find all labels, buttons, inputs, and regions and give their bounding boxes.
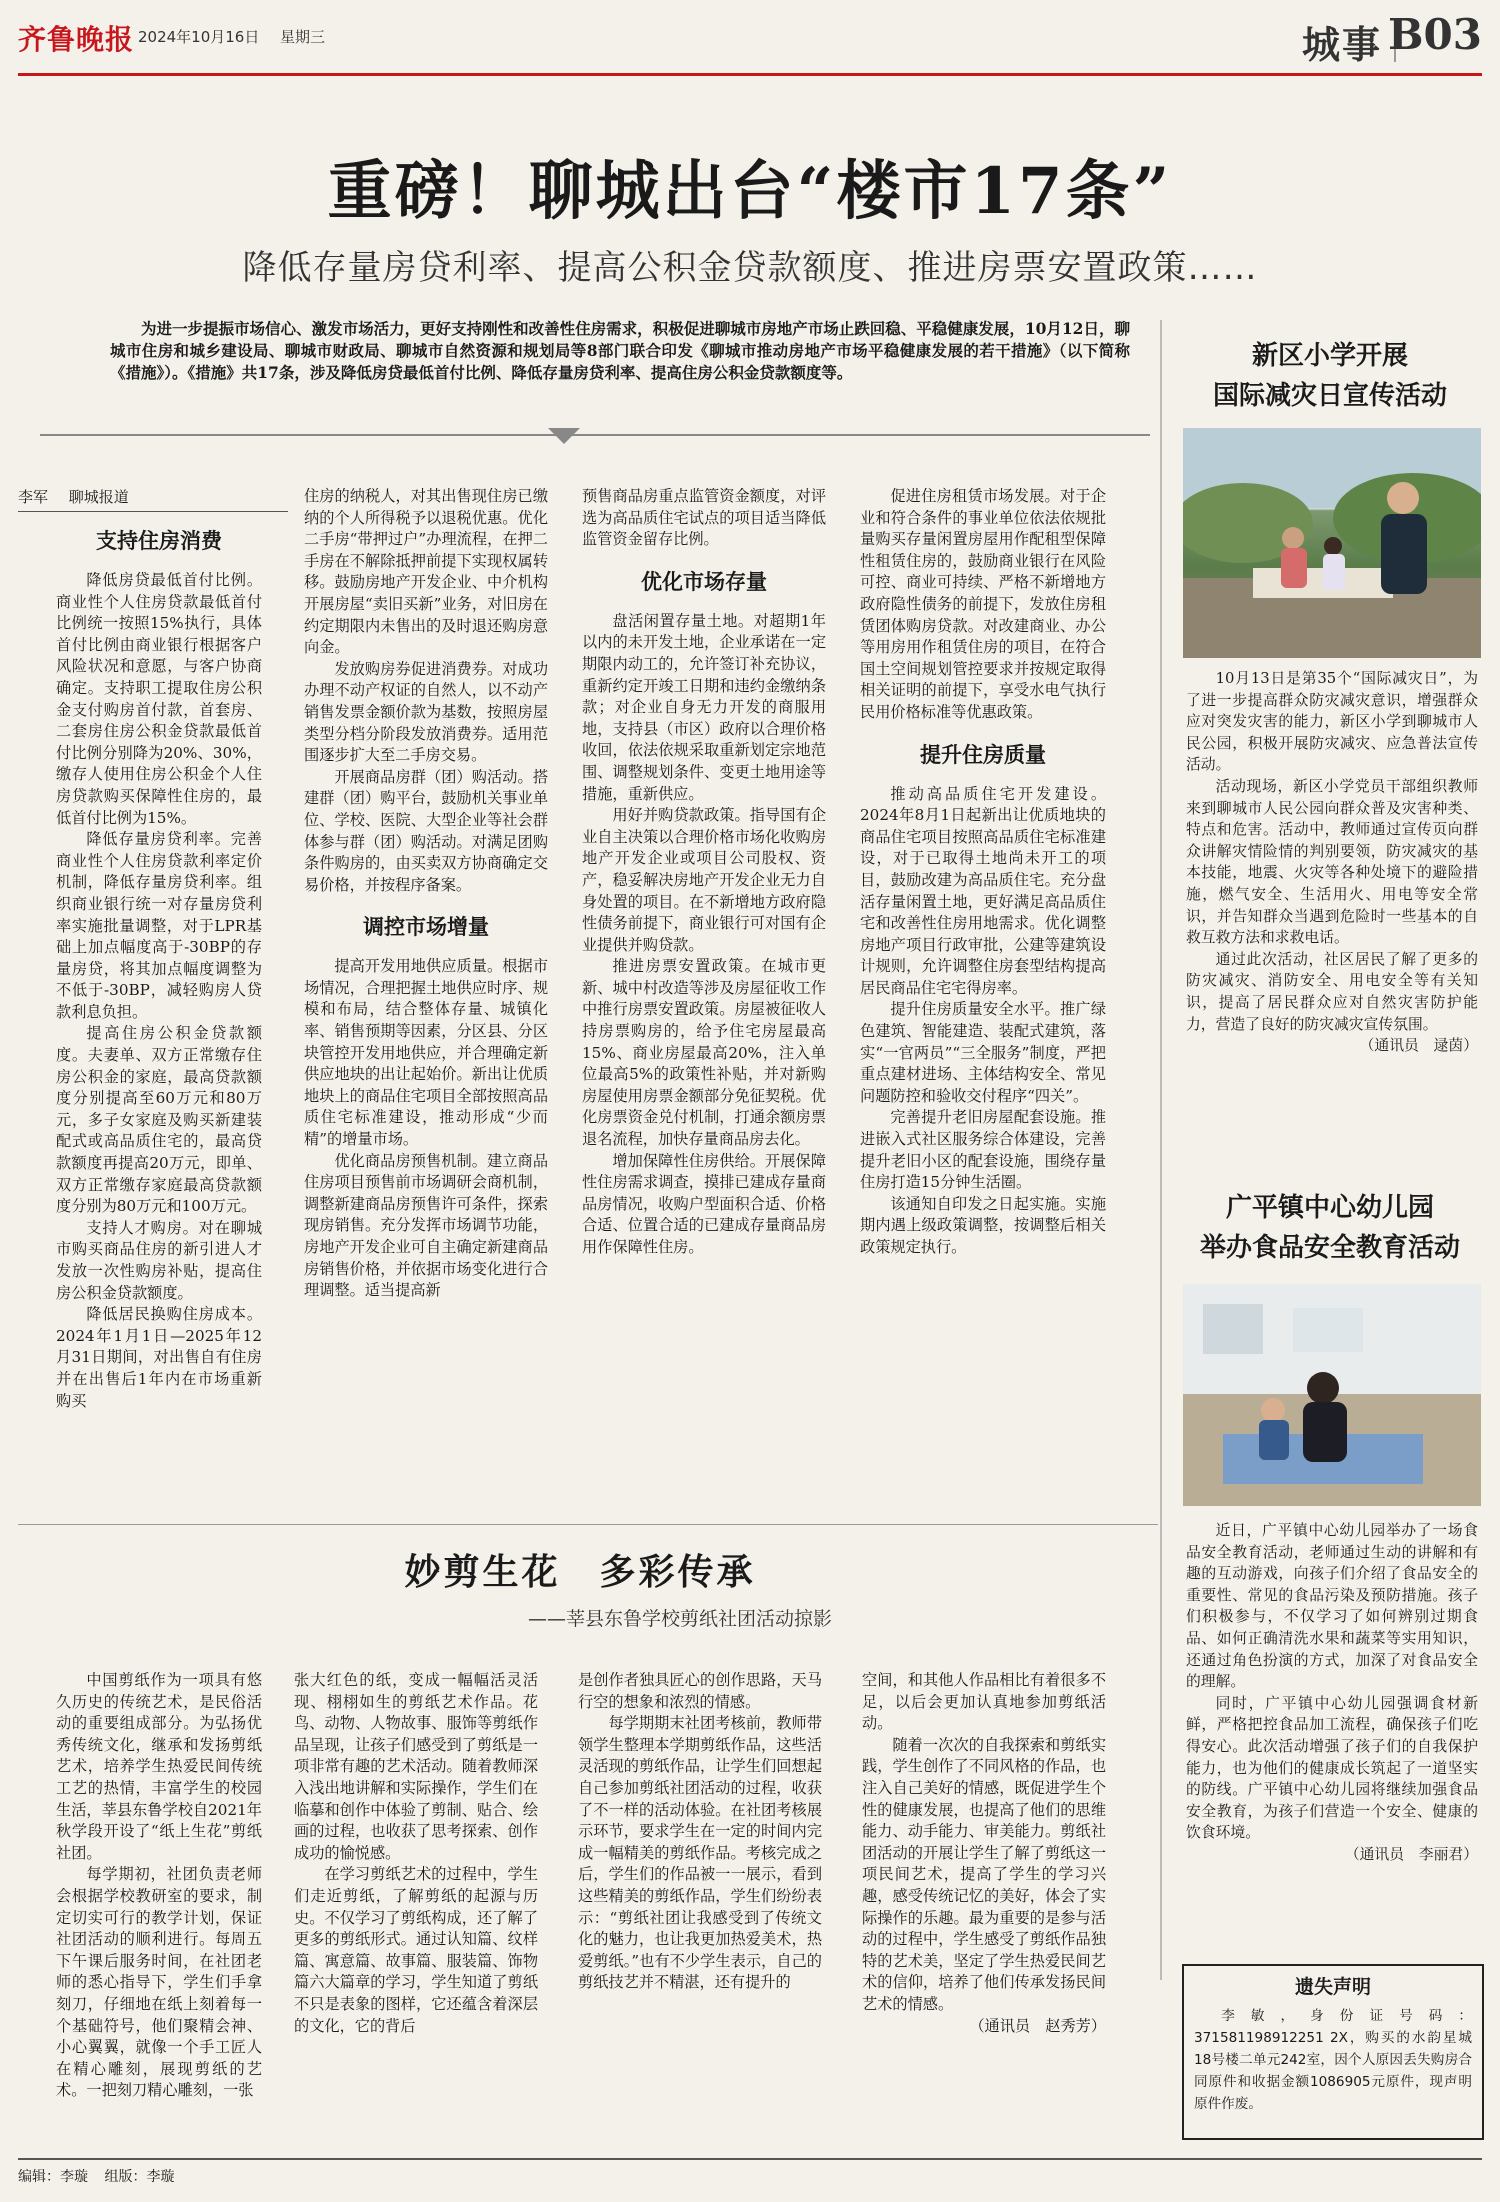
papercut-credit: （通讯员 赵秀芳） [969, 2016, 1106, 2035]
byline [18, 486, 288, 512]
sidebar-story-1-title-line-2: 国际减灾日宣传活动 [1212, 381, 1447, 411]
article-paragraph: 随着一次次的自我探索和剪纸实践，学生创作了不同风格的作品，也注入自己美好的情感，既促进学生个性的健康发展，也提高了他们的思维能力、动手能力、审美能力。剪纸社团活动的开展让学生了解了剪纸这一项民间艺术，提高了学生的学习兴趣，感受传统记忆的美好，体会了实际操作的乐趣。最为重要的是参与活动的过程中，学生感受了剪纸作品独特的艺术美，坚定了学生热爱民间艺术的信仰，培养了他们传承发扬民间艺术的情感。 [862, 1735, 1106, 2013]
article-paragraph: 推动高品质住宅开发建设。2024年8月1日起新出让优质地块的商品住宅项目按照高品质住宅标准建设，对于已取得土地尚未开工的项目，鼓励改建为高品质住宅。充分盘活存量闲置土地，更好满足高品质住宅和改善性住房用地需求。优化调整房地产项目行政审批，公建等建筑设计规则，允许调整住房套型结构提高居民商品住宅宅得房率。 [860, 784, 1106, 997]
page-number: B03 [1388, 10, 1482, 59]
article-paragraph: 提高住房公积金贷款额度。夫妻单、双方正常缴存住房公积金的家庭，最高贷款额度分别提高至60万元和80万元，多子女家庭及购买新建装配式或高品质住宅的，最高贷款额度再提高20万元，即单、双方正常缴存家庭最高贷款额度分别为80万元和100万元。 [56, 1024, 262, 1216]
main-subheadline: 降低存量房贷利率、提高公积金贷款额度、推进房票安置政策…… [242, 248, 1258, 288]
sidebar-story-2-body [1186, 1520, 1478, 1866]
article-paragraph: 发放购房券促进消费券。对成功办理不动产权证的自然人，以不动产销售发票金额价款为基数，按照房屋类型分档分阶段发放消费券。适用范围逐步扩大至二手房交易。 [304, 659, 548, 765]
article-column-1 [56, 526, 262, 1412]
article-paragraph: 预售商品房重点监管资金额度，对评选为高品质住宅试点的项目适当降低监管资金留存比例。 [582, 487, 826, 549]
lead-paragraph [110, 318, 1130, 440]
byline-author: 李军 [18, 488, 49, 506]
sidebar-story-2-credit: （通讯员 李丽君） [1344, 1845, 1478, 1863]
sidebar-story-1-credit: （通讯员 逯茵） [1359, 1037, 1478, 1055]
article-paragraph: 支持人才购房。对在聊城市购买商品住房的新引进人才发放一次性购房补贴，提高住房公积金贷款额度。 [56, 1218, 262, 1302]
article-paragraph: 开展商品房群（团）购活动。搭建群（团）购平台，鼓励机关事业单位、学校、医院、大型企业等社会群体参与群（团）购活动。对满足团购条件购房的，由买卖双方协商确定交易价格，并按程序备案。 [304, 767, 548, 894]
lost-notice [1182, 1964, 1484, 2140]
article-paragraph: 张大红色的纸，变成一幅幅活灵活现、栩栩如生的剪纸艺术作品。花鸟、动物、人物故事、服饰等剪纸作品呈现，让孩子们感受到了剪纸是一项非常有趣的艺术活动。随着教师深入浅出地讲解和实际操作，学生们在临摹和创作中体验了剪制、贴合、绘画的过程，也收获了思考探索、创作成功的愉悦感。 [294, 1671, 538, 1862]
sidebar-story-1-title-line-1: 新区小学开展 [1251, 341, 1408, 371]
papercut-column-4 [862, 1670, 1106, 2037]
article-paragraph: 提升住房质量安全水平。推广绿色建筑、智能建造、装配式建筑，落实“一官两员”“三全服务”制度，严把重点建材进场、主体结构安全、常见问题防控和验收交付程序“四关”。 [860, 1000, 1106, 1105]
sidebar-paragraph: 10月13日是第35个“国际减灾日”，为了进一步提高群众防灾减灾意识，增强群众应对突发灾害的能力，新区小学到聊城市人民公园，积极开展防灾减灾、应急普法宣传活动。 [1186, 670, 1478, 774]
article-paragraph: 每学期期末社团考核前，教师带领学生整理本学期剪纸作品，这些活灵活现的剪纸作品，让学生们回想起自己参加剪纸社团活动的过程，收获了不一样的活动体验。在社团考核展示环节，要求学生在一定的时间内完成一幅精美的剪纸作品。考核完成之后，学生们的作品被一一展示，看到这些精美的剪纸作品，学生们纷纷表示：“剪纸社团让我感受到了传统文化的魅力，也让我更加热爱美术，热爱剪纸。”也有不少学生表示，自己的剪纸技艺并不精湛，还有提升的 [578, 1714, 822, 1992]
sidebar-story-1-title [1180, 336, 1480, 416]
section-heading-1: 支持住房消费 [96, 528, 222, 553]
sidebar-story-2-title-line-1: 广平镇中心幼儿园 [1225, 1193, 1434, 1223]
article-paragraph: 提高开发用地供应质量。根据市场情况，合理把握土地供应时序、规模和布局，结合整体存量、城镇化率、销售预期等因素，分区县、分区块管控开发用地供应，并合理确定新供应地块的出让起始价。新出让优质地块上的商品住宅项目全部按照高品质住宅标准建设，推动形成“少而精”的增量市场。 [304, 957, 548, 1149]
masthead [18, 8, 1482, 76]
article-column-3 [582, 486, 826, 1259]
sidebar-story-1-body [1186, 668, 1478, 1057]
editor-credit: 编辑：李璇 [18, 2169, 88, 2185]
article-paragraph: 中国剪纸作为一项具有悠久历史的传统艺术，是民俗活动的重要组成部分。为弘扬优秀传统文化，继承和发扬剪纸艺术，培养学生热爱民间传统工艺的热情，丰富学生的校园生活，莘县东鲁学校自2021年秋学段开设了“纸上生花”剪纸社团。 [56, 1671, 262, 1862]
food-safety-photo-illustration [1183, 1284, 1481, 1506]
article-paragraph: 是创作者独具匠心的创作思路，天马行空的想象和浓烈的情感。 [578, 1671, 822, 1711]
disaster-day-photo [1183, 428, 1481, 658]
article-paragraph: 该通知自印发之日起实施。实施期内遇上级政策调整，按调整后相关政策规定执行。 [860, 1194, 1106, 1256]
sidebar-story-2-title-line-2: 举办食品安全教育活动 [1199, 1233, 1460, 1263]
article-paragraph: 住房的纳税人，对其出售现住房已缴纳的个人所得税予以退税优惠。优化二手房“带押过户”办理流程，在押二手房在不解除抵押前提下实现权属转移。鼓励房地产开发企业、中介机构开展房屋“卖旧买新”业务，对旧房在约定期限内未售出的及时退还购房意向金。 [304, 487, 548, 657]
article-paragraph: 每学期初，社团负责老师会根据学校教研室的要求，制定切实可行的教学计划，保证社团活动的顺利进行。每周五下午课后服务时间，在社团老师的悉心指导下，学生们手拿刻刀，仔细地在纸上刻着每一个基础符号，他们聚精会神、小心翼翼，就像一个手工匠人在精心雕刻，展现剪纸的艺术。一把刻刀精心雕刻，一张 [56, 1865, 262, 2100]
article-paragraph: 用好并购贷款政策。指导国有企业自主决策以合理价格市场化收购房地产开发企业或项目公司股权、资产，稳妥解决房地产开发企业无力自身处置的项目。在不新增地方政府隐性债务前提下，商业银行可对国有企业提供并购贷款。 [582, 806, 826, 954]
article-paragraph: 增加保障性住房供给。开展保障性住房需求调查，摸排已建成存量商品房情况，收购户型面积合适、价格合适、位置合适的已建成存量商品房用作保障性住房。 [582, 1151, 826, 1256]
article-paragraph: 促进住房租赁市场发展。对于企业和符合条件的事业单位依法依规批量购买存量闲置房屋用作配租型保障性租赁住房的，鼓励商业银行在风险可控、商业可持续、严格不新增地方政府隐性债务的前提下，发放住房租赁团体购房贷款。对改建商业、办公等用房用作租赁住房的项目，在符合国土空间规划管控要求并按规定取得相关证明的前提下，享受水电气执行民用价格标准等优惠政策。 [860, 487, 1106, 721]
article-paragraph: 在学习剪纸艺术的过程中，学生们走近剪纸，了解剪纸的起源与历史。不仅学习了剪纸构成，还了解了更多的剪纸形式。通过认知篇、纹样篇、寓意篇、故事篇、服装篇、饰物篇六大篇章的学习，学生知道了剪纸不只是表象的图样，它还蕴含着深层的文化，它的背后 [294, 1865, 538, 2035]
article-paragraph: 降低存量房贷利率。完善商业性个人住房贷款利率定价机制，降低存量房贷利率。组织商业银行统一对存量房贷利率实施批量调整，对于LPR基础上加点幅度高于-30BP的存量房贷，将其加点幅度调整为不低于-30BP，减轻购房人贷款利息负担。 [56, 830, 262, 1021]
papercut-column-3 [578, 1670, 822, 1994]
byline-outlet: 聊城报道 [68, 488, 129, 506]
article-paragraph: 优化商品房预售机制。建立商品住房项目预售前市场调研会商机制，调整新建商品房预售许可条件，探索现房销售。充分发挥市场调节功能，房地产开发企业可自主确定新建商品房销售价格，并依据市场变化进行合理调整。适当提高新 [304, 1151, 548, 1300]
article-paragraph: 完善提升老旧房屋配套设施。推进嵌入式社区服务综合体建设，完善提升老旧小区的配套设施，围绕存量住房打造15分钟生活圈。 [860, 1108, 1106, 1192]
sidebar-paragraph: 近日，广平镇中心幼儿园举办了一场食品安全教育活动，老师通过生动的讲解和有趣的互动游戏，向孩子们介绍了食品安全的重要性、常见的食品污染及预防措施。孩子们积极参与，不仅学习了如何辨别过期食品、如何正确清洗水果和蔬菜等实用知识，还通过角色扮演的方式，加深了对食品安全的理解。 [1186, 1522, 1478, 1691]
sidebar-paragraph: 活动现场，新区小学党员干部组织教师来到聊城市人民公园向群众普及灾害种类、特点和危害。活动中，教师通过宣传页向群众讲解灾情险情的判别要领，防灾减灾的基本技能，地震、火灾等各种处境下的避险措施，燃气安全、生活用火、用电等安全常识，并告知群众当遇到危险时一些基本的自救互救方法和求救电话。 [1186, 777, 1478, 947]
sidebar-paragraph: 同时，广平镇中心幼儿园强调食材新鲜，严格把控食品加工流程，确保孩子们吃得安心。此次活动增强了孩子们的自我保护能力，也为他们的健康成长筑起了一道坚实的防线。广平镇中心幼儿园将继续加强食品安全教育，为孩子们营造一个安全、健康的饮食环境。 [1186, 1694, 1478, 1842]
papercut-subheadline: ——莘县东鲁学校剪纸社团活动掠影 [527, 1608, 832, 1630]
section-name: 城事 [1301, 22, 1382, 67]
lead-divider [40, 434, 1150, 436]
section-divider [18, 1524, 1158, 1525]
lost-notice-body: 李敏，身份证号码：371581198912251 2X，购买的水韵星城18号楼二单元242室，因个人原因丢失购房合同原件和收据金额1086905元原件，现声明原件作废。 [1194, 2008, 1472, 2112]
newspaper-logo: 齐鲁晚报 [18, 23, 135, 56]
page-footer [18, 2158, 1482, 2186]
article-column-4 [860, 486, 1106, 1259]
layout-credit: 组版：李璇 [104, 2169, 175, 2185]
papercut-headline: 妙剪生花 多彩传承 [404, 1551, 756, 1593]
article-paragraph: 降低居民换购住房成本。2024年1月1日—2025年12月31日期间，对出售自有住房并在出售后1年内在市场重新购买 [56, 1305, 262, 1410]
section-heading-2: 调控市场增量 [363, 914, 489, 940]
sidebar-divider [1160, 320, 1162, 1980]
lead-divider-notch [548, 428, 580, 444]
food-safety-photo [1183, 1284, 1481, 1506]
section-heading-3: 优化市场存量 [641, 568, 767, 594]
papercut-column-1 [56, 1670, 262, 2102]
sidebar-paragraph: 通过此次活动，社区居民了解了更多的防灾减灾、消防安全、用电安全等有关知识，提高了居民群众应对自然灾害防护能力，营造了良好的防灾减灾宣传氛围。 [1186, 950, 1478, 1033]
article-paragraph: 降低房贷最低首付比例。商业性个人住房贷款最低首付比例统一按照15%执行，具体首付比例由商业银行根据客户风险状况和意愿，与客户协商确定。支持职工提取住房公积金支付购房首付款，首套房、二套房住房公积金贷款最低首付比例分别降为20%、30%，缴存人使用住房公积金个人住房贷款购买保障性住房的，最低首付比例为15%。 [56, 571, 262, 827]
lead-text: 为进一步提振市场信心、激发市场活力，更好支持刚性和改善性住房需求，积极促进聊城市房地产市场止跌回稳、平稳健康发展，10月12日，聊城市住房和城乡建设局、聊城市财政局、聊城市自然资源和规划局等8部门联合印发《聊城市推动房地产市场平稳健康发展的若干措施》（以下简称《措施》）。《措施》共17条，涉及降低房贷最低首付比例、降低存量房贷利率、提高住房公积金贷款额度等。 [110, 319, 1130, 382]
sidebar-story-2-title [1180, 1188, 1480, 1268]
main-headline: 重磅！聊城出台“楼市17条” [327, 154, 1173, 229]
issue-weekday: 星期三 [280, 28, 326, 46]
article-paragraph: 空间，和其他人作品相比有着很多不足，以后会更加认真地参加剪纸活动。 [862, 1671, 1106, 1733]
issue-date: 2024年10月16日 [138, 28, 260, 46]
article-column-2 [304, 486, 548, 1302]
article-paragraph: 盘活闲置存量土地。对超期1年以内的未开发土地，企业承诺在一定期限内动工的，允许签订补充协议，重新约定开竣工日期和违约金缴纳条款；对企业自身无力开发的商服用地，支持县（市区）政府以合理价格收回，依法依规采取重新划定宗地范围、调整规划条件、变更土地用途等措施，重新供应。 [582, 611, 826, 803]
papercut-column-2 [294, 1670, 538, 2037]
disaster-day-photo-illustration [1183, 428, 1481, 658]
section-heading-4: 提升住房质量 [920, 741, 1046, 767]
article-paragraph: 推进房票安置政策。在城市更新、城中村改造等涉及房屋征收工作中推行房票安置政策。房屋被征收人持房票购房的，给予住宅房屋最高15%、商业房屋最高20%，注入单位最高5%的政策性补贴，并对新购房屋使用房票金额部分免征契税。优化房票资金兑付机制，打通余额房票退名流程，加快存量商品房去化。 [582, 957, 826, 1149]
lost-notice-title: 遗失声明 [1294, 1976, 1371, 1998]
